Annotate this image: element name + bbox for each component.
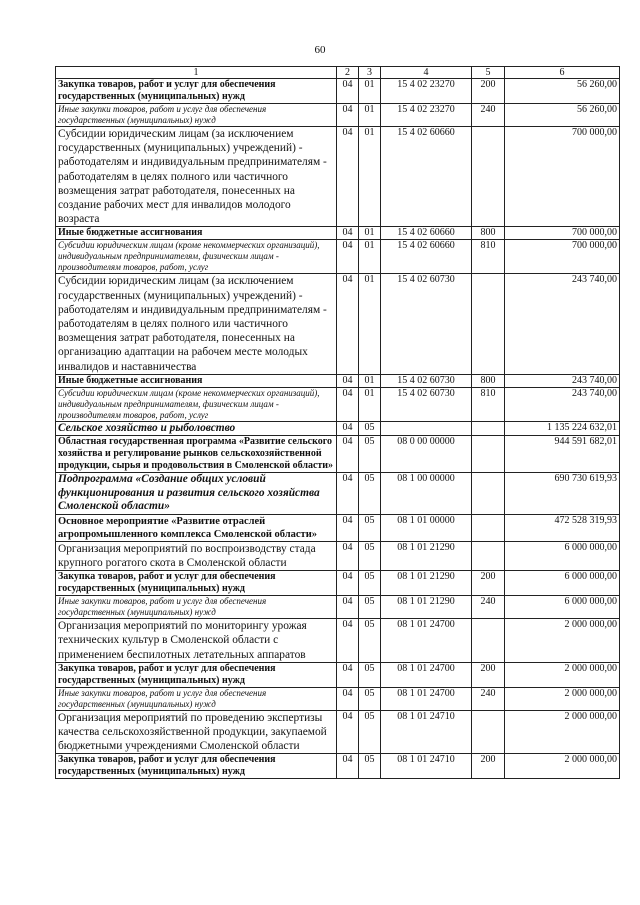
budget-table — [55, 66, 620, 779]
row-expense-type-cell: 240 — [472, 687, 505, 710]
row-subsection-cell: 01 — [359, 227, 381, 240]
row-section-cell: 04 — [337, 127, 359, 227]
row-name-cell: Подпрограмма «Создание общих условий функционирования и развития сельского хозяйства Смоленской области» — [56, 473, 337, 515]
row-amount-cell: 56 260,00 — [505, 79, 620, 104]
row-name-cell: Закупка товаров, работ и услуг для обеспечения государственных (муниципальных) нужд — [56, 571, 337, 596]
row-amount-cell: 6 000 000,00 — [505, 596, 620, 619]
row-section-cell: 04 — [337, 227, 359, 240]
row-section-cell: 04 — [337, 514, 359, 541]
row-section-cell: 04 — [337, 436, 359, 473]
row-target-article-cell: 15 4 02 23270 — [381, 104, 472, 127]
row-section-cell: 04 — [337, 596, 359, 619]
row-subsection-cell: 05 — [359, 421, 381, 436]
row-name-cell: Сельское хозяйство и рыболовство — [56, 421, 337, 436]
row-subsection-cell: 05 — [359, 571, 381, 596]
header-cell-section: 2 — [337, 67, 359, 79]
row-name-cell: Субсидии юридическим лицам (за исключением государственных (муниципальных) учреждений) - работодателям и индивидуальным предпринимателям - работодателям в целях полного или частичного возмещения затрат работодателя, понесенных на создание рабочих мест для инвалидов молодого возраста — [56, 127, 337, 227]
row-amount-cell: 6 000 000,00 — [505, 541, 620, 570]
row-name-cell: Иные бюджетные ассигнования — [56, 227, 337, 240]
row-amount-cell: 700 000,00 — [505, 227, 620, 240]
row-target-article-cell — [381, 421, 472, 436]
table-row — [56, 387, 620, 421]
row-section-cell: 04 — [337, 104, 359, 127]
table-row — [56, 227, 620, 240]
table-body — [56, 79, 620, 779]
row-expense-type-cell — [472, 514, 505, 541]
row-amount-cell: 2 000 000,00 — [505, 662, 620, 687]
table-row — [56, 79, 620, 104]
row-target-article-cell: 08 1 01 24700 — [381, 619, 472, 663]
row-section-cell: 04 — [337, 710, 359, 754]
row-subsection-cell: 01 — [359, 374, 381, 387]
row-expense-type-cell: 200 — [472, 662, 505, 687]
header-cell-name: 1 — [56, 67, 337, 79]
table-row — [56, 596, 620, 619]
row-expense-type-cell — [472, 421, 505, 436]
row-amount-cell: 2 000 000,00 — [505, 687, 620, 710]
row-name-cell: Организация мероприятий по воспроизводству стада крупного рогатого скота в Смоленской области — [56, 541, 337, 570]
row-amount-cell: 6 000 000,00 — [505, 571, 620, 596]
row-target-article-cell: 15 4 02 60730 — [381, 374, 472, 387]
table-row — [56, 710, 620, 754]
row-name-cell: Иные закупки товаров, работ и услуг для обеспечения государственных (муниципальных) нужд — [56, 104, 337, 127]
row-name-cell: Субсидии юридическим лицам (кроме некоммерческих организаций), индивидуальным предпринимателям, физическим лицам - производителям товаров, работ, услуг — [56, 387, 337, 421]
table-row — [56, 240, 620, 274]
table-row — [56, 127, 620, 227]
table-header-row — [56, 67, 620, 79]
row-subsection-cell: 05 — [359, 596, 381, 619]
row-target-article-cell: 15 4 02 60730 — [381, 274, 472, 374]
page-number: 60 — [314, 44, 326, 56]
row-expense-type-cell — [472, 473, 505, 515]
row-name-cell: Закупка товаров, работ и услуг для обеспечения государственных (муниципальных) нужд — [56, 79, 337, 104]
row-target-article-cell: 08 1 01 21290 — [381, 571, 472, 596]
row-expense-type-cell: 240 — [472, 596, 505, 619]
row-expense-type-cell — [472, 274, 505, 374]
row-section-cell: 04 — [337, 274, 359, 374]
row-amount-cell: 243 740,00 — [505, 387, 620, 421]
row-section-cell: 04 — [337, 240, 359, 274]
row-amount-cell: 690 730 619,93 — [505, 473, 620, 515]
table-row — [56, 687, 620, 710]
row-subsection-cell: 05 — [359, 473, 381, 515]
table-row — [56, 436, 620, 473]
row-name-cell: Иные закупки товаров, работ и услуг для обеспечения государственных (муниципальных) нужд — [56, 596, 337, 619]
row-target-article-cell: 08 1 01 24710 — [381, 710, 472, 754]
row-name-cell: Закупка товаров, работ и услуг для обеспечения государственных (муниципальных) нужд — [56, 754, 337, 779]
row-amount-cell: 472 528 319,93 — [505, 514, 620, 541]
row-amount-cell: 243 740,00 — [505, 274, 620, 374]
row-section-cell: 04 — [337, 541, 359, 570]
row-target-article-cell: 15 4 02 23270 — [381, 79, 472, 104]
row-name-cell: Закупка товаров, работ и услуг для обеспечения государственных (муниципальных) нужд — [56, 662, 337, 687]
row-expense-type-cell: 800 — [472, 227, 505, 240]
table-row — [56, 619, 620, 663]
row-amount-cell: 700 000,00 — [505, 127, 620, 227]
row-amount-cell: 56 260,00 — [505, 104, 620, 127]
row-subsection-cell: 05 — [359, 687, 381, 710]
row-target-article-cell: 08 1 00 00000 — [381, 473, 472, 515]
row-section-cell: 04 — [337, 387, 359, 421]
row-target-article-cell: 15 4 02 60730 — [381, 387, 472, 421]
row-section-cell: 04 — [337, 662, 359, 687]
row-section-cell: 04 — [337, 421, 359, 436]
row-expense-type-cell: 200 — [472, 754, 505, 779]
row-target-article-cell: 08 1 01 24700 — [381, 687, 472, 710]
row-target-article-cell: 15 4 02 60660 — [381, 227, 472, 240]
row-name-cell: Основное мероприятие «Развитие отраслей агропромышленного комплекса Смоленской области» — [56, 514, 337, 541]
row-subsection-cell: 05 — [359, 710, 381, 754]
row-target-article-cell: 08 0 00 00000 — [381, 436, 472, 473]
row-subsection-cell: 01 — [359, 274, 381, 374]
row-subsection-cell: 05 — [359, 619, 381, 663]
row-target-article-cell: 08 1 01 24710 — [381, 754, 472, 779]
row-amount-cell: 700 000,00 — [505, 240, 620, 274]
row-amount-cell: 2 000 000,00 — [505, 710, 620, 754]
header-cell-target-article: 4 — [381, 67, 472, 79]
row-expense-type-cell — [472, 436, 505, 473]
row-expense-type-cell — [472, 710, 505, 754]
row-name-cell: Субсидии юридическим лицам (за исключением государственных (муниципальных) учреждений) - работодателям и индивидуальным предпринимателям - работодателям в целях полного или частичного возмещения затрат работодателя, понесенных на организацию адаптации на рабочем месте молодых инвалидов и наставничества — [56, 274, 337, 374]
row-subsection-cell: 01 — [359, 387, 381, 421]
row-subsection-cell: 05 — [359, 662, 381, 687]
table-row — [56, 274, 620, 374]
table-row — [56, 571, 620, 596]
row-name-cell: Областная государственная программа «Развитие сельского хозяйства и регулирование рынков сельскохозяйственной продукции, сырья и продовольствия в Смоленской области» — [56, 436, 337, 473]
table-row — [56, 754, 620, 779]
row-expense-type-cell — [472, 619, 505, 663]
row-target-article-cell: 15 4 02 60660 — [381, 240, 472, 274]
row-expense-type-cell — [472, 541, 505, 570]
row-name-cell: Организация мероприятий по проведению экспертизы качества сельскохозяйственной продукции, закупаемой бюджетными учреждениями Смоленской области — [56, 710, 337, 754]
row-amount-cell: 1 135 224 632,01 — [505, 421, 620, 436]
row-target-article-cell: 15 4 02 60660 — [381, 127, 472, 227]
row-name-cell: Иные бюджетные ассигнования — [56, 374, 337, 387]
table-row — [56, 374, 620, 387]
row-amount-cell: 2 000 000,00 — [505, 619, 620, 663]
table-row — [56, 541, 620, 570]
row-section-cell: 04 — [337, 374, 359, 387]
row-amount-cell: 2 000 000,00 — [505, 754, 620, 779]
row-name-cell: Иные закупки товаров, работ и услуг для обеспечения государственных (муниципальных) нужд — [56, 687, 337, 710]
row-expense-type-cell: 810 — [472, 240, 505, 274]
row-name-cell: Субсидии юридическим лицам (кроме некоммерческих организаций), индивидуальным предпринимателям, физическим лицам - производителям товаров, работ, услуг — [56, 240, 337, 274]
table-row — [56, 421, 620, 436]
row-expense-type-cell: 810 — [472, 387, 505, 421]
row-expense-type-cell: 200 — [472, 571, 505, 596]
row-expense-type-cell: 240 — [472, 104, 505, 127]
row-subsection-cell: 01 — [359, 240, 381, 274]
row-subsection-cell: 05 — [359, 754, 381, 779]
row-target-article-cell: 08 1 01 21290 — [381, 541, 472, 570]
header-cell-amount: 6 — [505, 67, 620, 79]
header-cell-expense-type: 5 — [472, 67, 505, 79]
row-section-cell: 04 — [337, 571, 359, 596]
row-target-article-cell: 08 1 01 00000 — [381, 514, 472, 541]
header-cell-subsection: 3 — [359, 67, 381, 79]
table-row — [56, 104, 620, 127]
row-subsection-cell: 05 — [359, 541, 381, 570]
table-row — [56, 662, 620, 687]
row-section-cell: 04 — [337, 754, 359, 779]
row-name-cell: Организация мероприятий по мониторингу урожая технических культур в Смоленской области с применением беспилотных летательных аппаратов — [56, 619, 337, 663]
row-expense-type-cell: 800 — [472, 374, 505, 387]
row-target-article-cell: 08 1 01 21290 — [381, 596, 472, 619]
row-expense-type-cell: 200 — [472, 79, 505, 104]
row-section-cell: 04 — [337, 79, 359, 104]
row-amount-cell: 944 591 682,01 — [505, 436, 620, 473]
row-subsection-cell: 01 — [359, 127, 381, 227]
row-subsection-cell: 01 — [359, 79, 381, 104]
row-subsection-cell: 05 — [359, 436, 381, 473]
row-section-cell: 04 — [337, 473, 359, 515]
table-row — [56, 473, 620, 515]
row-expense-type-cell — [472, 127, 505, 227]
row-section-cell: 04 — [337, 687, 359, 710]
table-row — [56, 514, 620, 541]
row-subsection-cell: 05 — [359, 514, 381, 541]
row-subsection-cell: 01 — [359, 104, 381, 127]
row-amount-cell: 243 740,00 — [505, 374, 620, 387]
row-section-cell: 04 — [337, 619, 359, 663]
row-target-article-cell: 08 1 01 24700 — [381, 662, 472, 687]
